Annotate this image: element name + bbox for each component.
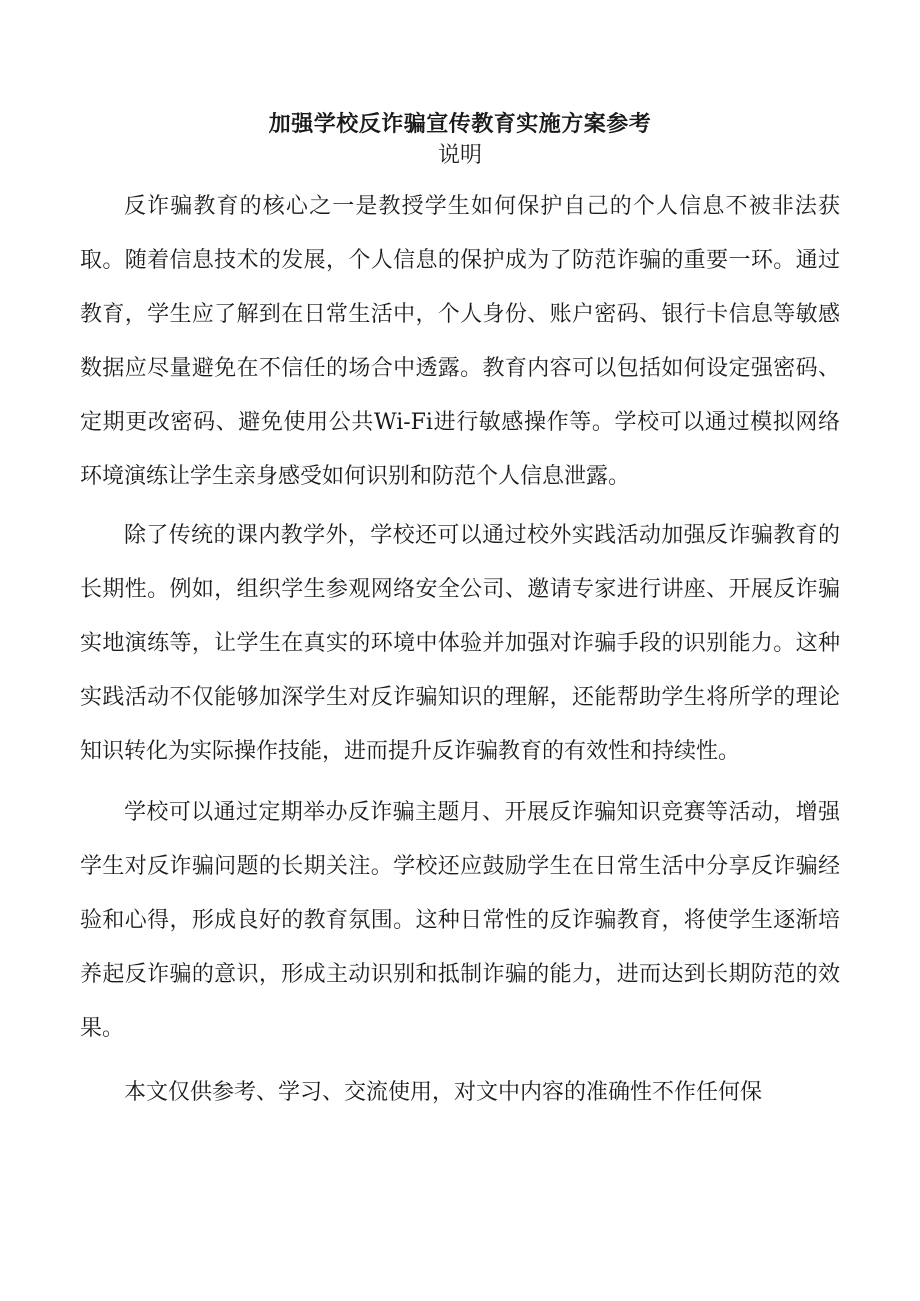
paragraph-personal-info: 反诈骗教育的核心之一是教授学生如何保护自己的个人信息不被非法获取。随着信息技术的发展，个人信息的保护成为了防范诈骗的重要一环。通过教育，学生应了解到在日常生活中，个人身份、账户密码、银行卡信息等敏感数据应尽量避免在不信任的场合中透露。教育内容可以包括如何设定强密码、定期更改密码、避免使用公共Wi-Fi进行敏感操作等。学校可以通过模拟网络环境演练让学生亲身感受如何识别和防范个人信息泄露。: [80, 194, 840, 489]
document-subtitle: 说明: [437, 143, 482, 168]
paragraph-practice-activities: 除了传统的课内教学外，学校还可以通过校外实践活动加强反诈骗教育的长期性。例如，组织学生参观网络安全公司、邀请专家进行讲座、开展反诈骗实地演练等，让学生在真实的环境中体验并加强对诈骗手段的识别能力。这种实践活动不仅能够加深学生对反诈骗知识的理解，还能帮助学生将所学的理论知识转化为实际操作技能，进而提升反诈骗教育的有效性和持续性。: [80, 523, 840, 764]
paragraph-regular-activities: 学校可以通过定期举办反诈骗主题月、开展反诈骗知识竞赛等活动，增强学生对反诈骗问题的长期关注。学校还应鼓励学生在日常生活中分享反诈骗经验和心得，形成良好的教育氛围。这种日常性的反诈骗教育，将使学生逐渐培养起反诈骗的意识，形成主动识别和抵制诈骗的能力，进而达到长期防范的效果。: [80, 800, 840, 1041]
paragraph-disclaimer: 本文仅供参考、学习、交流使用，对文中内容的准确性不作任何保: [124, 1080, 763, 1105]
document-title: 加强学校反诈骗宣传教育实施方案参考: [268, 111, 652, 137]
